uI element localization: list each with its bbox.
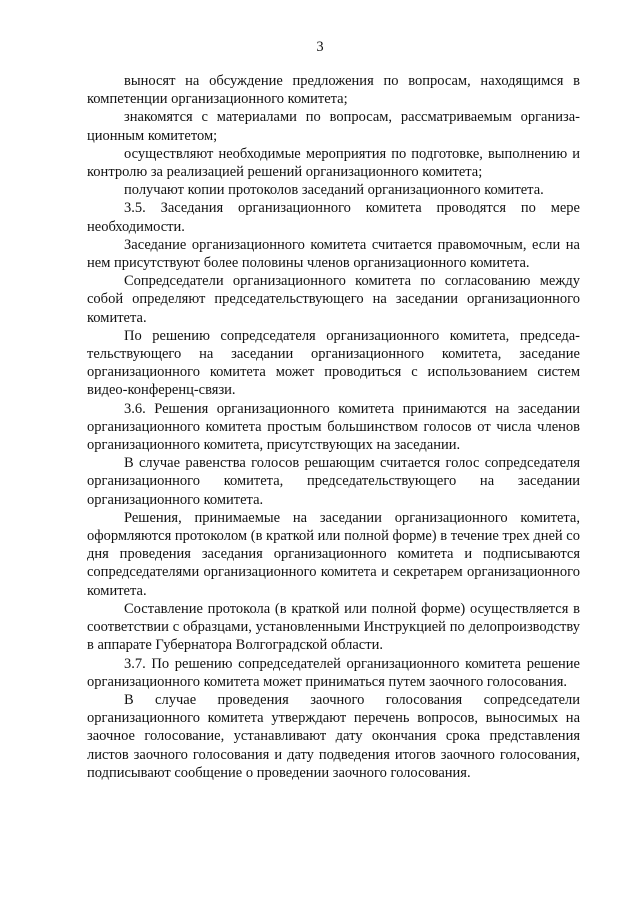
paragraph-3-7-absentee-vote: 3.7. По решению сопредседателей организационного комитета решение организационного комитета может приниматься путем заочного голосования. [87, 655, 580, 690]
paragraph-tie-vote: В случае равенства голосов решающим считается голос сопредседателя организационного комитета, председательствующего на заседании организационного комитета. [87, 455, 580, 508]
paragraph-members-rights-1: выносят на обсуждение предложения по вопросам, находящимся в компетенции организационного комитета; [87, 73, 580, 108]
paragraph-chairperson: Сопредседатели организационного комитета по согласованию между собой определяют председательствующего на заседании организационного комитета. [87, 273, 580, 326]
paragraph-absentee-procedure: В случае проведения заочного голосования сопредседатели организационного комитета утверждают перечень вопросов, выносимых на заочное голосование, устанавливают дату окончания срока представления листов заочного голосования и дату подведения итогов заочного голосования, подписывают сообщение о проведении заочного голосования. [87, 691, 580, 781]
paragraph-3-6-decisions: 3.6. Решения организационного комитета принимаются на заседании организационного комитета простым большинством голосов от числа членов организационного комитета, присутствующих на заседании. [87, 400, 580, 454]
paragraph-members-rights-2: знакомятся с материалами по вопросам, рассматриваемым организационным комитетом; [87, 109, 580, 144]
paragraph-3-5-meetings: 3.5. Заседания организационного комитета проводятся по мере необходимости. [87, 200, 580, 235]
paragraph-quorum: Заседание организационного комитета считается правомочным, если на нем присутствуют более половины членов организационного комитета. [87, 236, 580, 272]
paragraph-members-rights-4: получают копии протоколов заседаний организационного комитета. [124, 182, 544, 199]
page-number: 3 [316, 39, 324, 55]
document-body [87, 72, 580, 782]
paragraph-protocol: Решения, принимаемые на заседании организационного комитета, оформляются протоколом (в краткой или полной форме) в течение трех дней со дня проведения заседания организационного комитета и подписываются сопредседателями организационного комитета и секретарем организационного комитета. [87, 509, 580, 599]
paragraph-video-conference: По решению сопредседателя организационного комитета, председательствующего на заседании организационного комитета, заседание организационного комитета может проводиться с использованием систем видео-конференц-связи. [87, 327, 580, 399]
paragraph-members-rights-3: осуществляют необходимые мероприятия по подготовке, выполнению и контролю за реализацией решений организационного комитета; [87, 145, 580, 181]
paragraph-protocol-form: Составление протокола (в краткой или полной форме) осуществляется в соответствии с образцами, установленными Инструкцией по делопроизводству в аппарате Губернатора Волгоградской области. [87, 600, 580, 654]
